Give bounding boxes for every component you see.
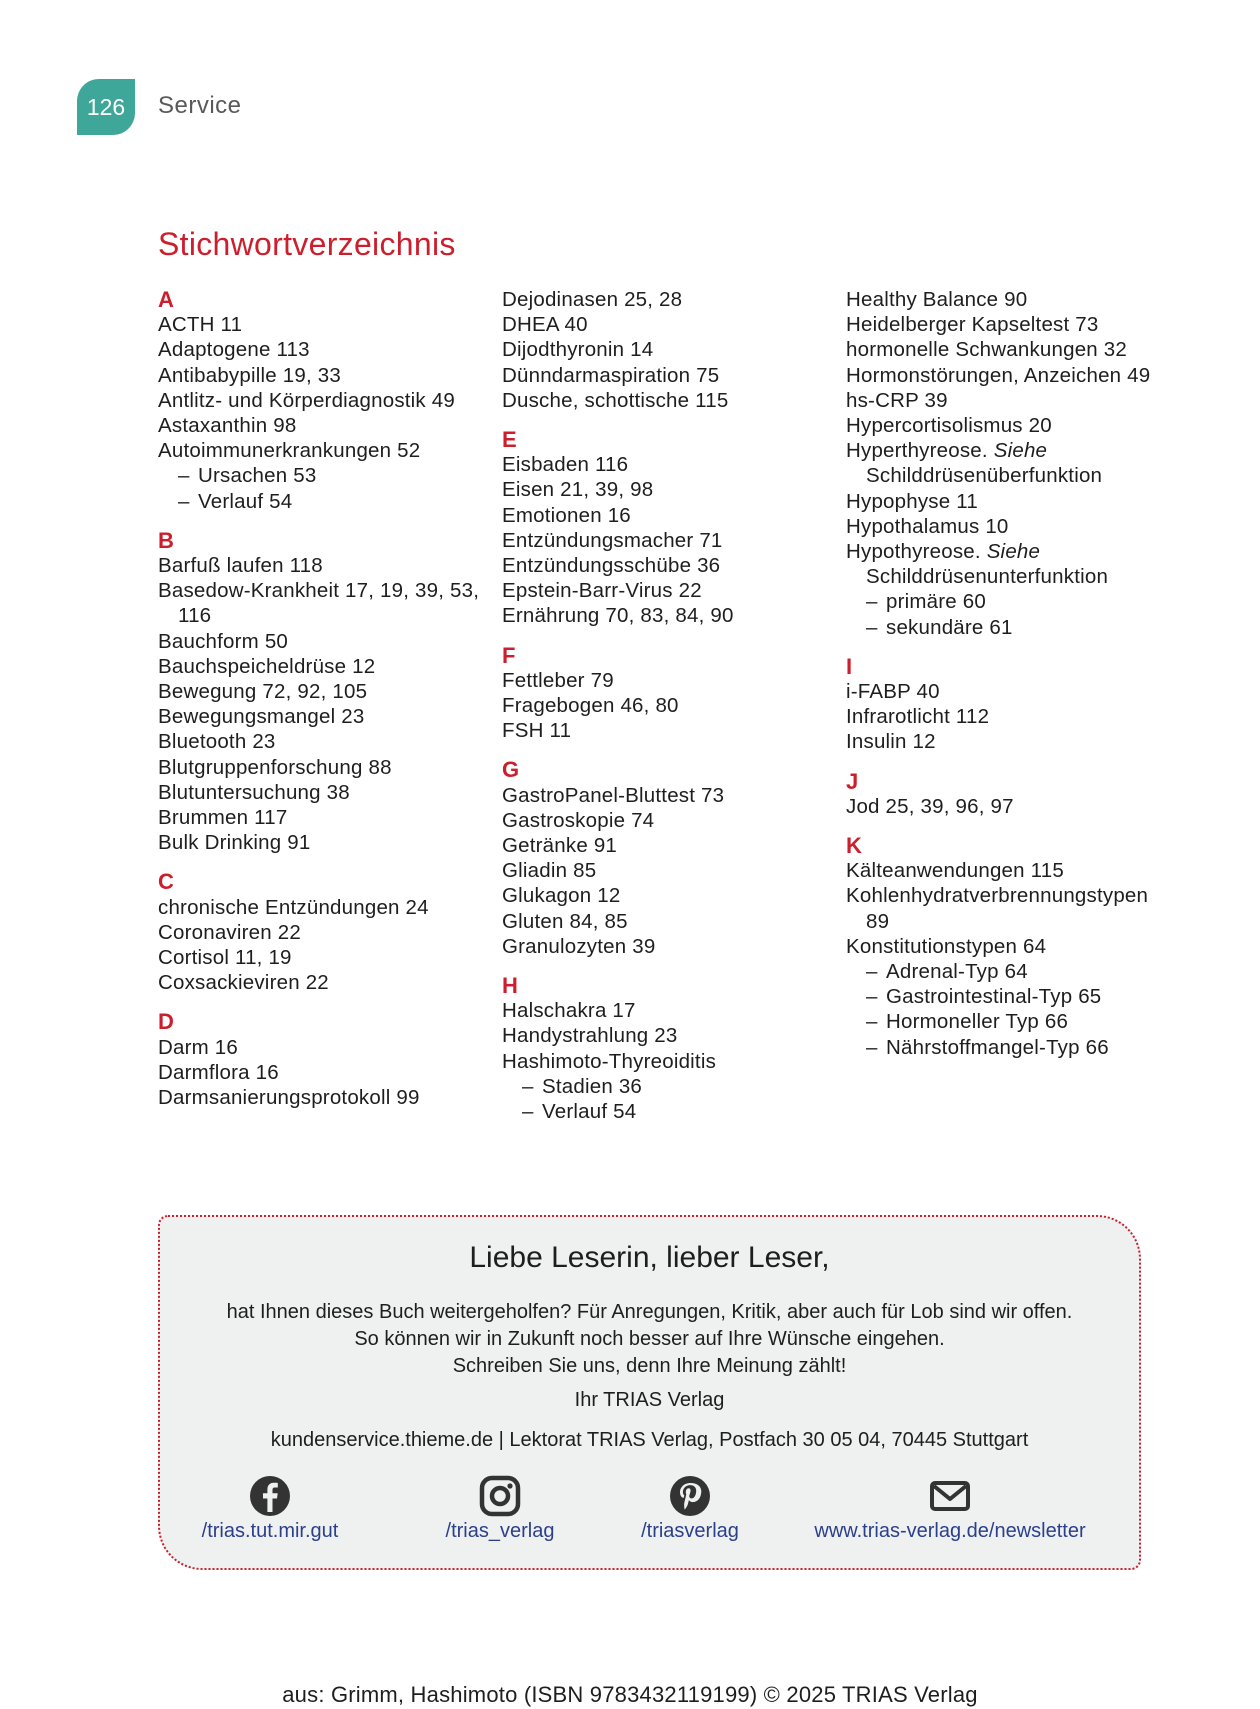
entry-text: Darm 16 bbox=[158, 1035, 239, 1059]
index-entry bbox=[158, 312, 483, 337]
feedback-line: hat Ihnen dieses Buch weitergeholfen? Für Anregungen, Kritik, aber auch für Lob sind wir offen. bbox=[226, 1301, 1073, 1323]
index-group bbox=[158, 287, 483, 514]
entry-text: Gliadin 85 bbox=[502, 859, 597, 883]
index-group bbox=[502, 287, 827, 413]
dash-marker: – bbox=[522, 1074, 534, 1098]
index-entry bbox=[502, 603, 827, 628]
entry-text: Bauchform 50 bbox=[158, 629, 289, 653]
index-entry bbox=[846, 704, 1176, 729]
entry-text: Nährstoffmangel-Typ 66 bbox=[886, 1035, 1109, 1059]
index-letter: B bbox=[158, 527, 175, 553]
entry-text: Getränke 91 bbox=[502, 834, 618, 858]
index-letter: E bbox=[502, 427, 517, 453]
entry-text: Eisbaden 116 bbox=[502, 453, 629, 477]
index-subentry bbox=[846, 959, 1176, 984]
entry-text: Antibabypille 19, 33 bbox=[158, 363, 341, 387]
index-group bbox=[846, 833, 1176, 1060]
index-column-1 bbox=[158, 287, 483, 1124]
index-entry bbox=[846, 794, 1176, 819]
index-entry bbox=[158, 438, 483, 463]
entry-text: Blutgruppenforschung 88 bbox=[158, 755, 392, 779]
index-letter: H bbox=[502, 973, 519, 999]
entry-text: Coxsackieviren 22 bbox=[158, 971, 329, 995]
entry-text: Cortisol 11, 19 bbox=[158, 946, 292, 970]
index-subentry bbox=[158, 489, 483, 514]
index-subentry bbox=[846, 1035, 1176, 1060]
newsletter-link[interactable] bbox=[800, 1474, 1100, 1543]
entry-text: Autoimmunerkrankungen 52 bbox=[158, 439, 421, 463]
index-entry bbox=[502, 503, 827, 528]
index-entry bbox=[158, 704, 483, 729]
entry-text: Hashimoto-Thyreoiditis bbox=[502, 1049, 717, 1073]
entry-text: Coronaviren 22 bbox=[158, 920, 301, 944]
index-group bbox=[502, 643, 827, 744]
index-letter: A bbox=[158, 287, 175, 312]
feedback-line: Schreiben Sie uns, denn Ihre Meinung zählt! bbox=[452, 1355, 847, 1377]
index-entry bbox=[502, 477, 827, 502]
index-entry bbox=[502, 1023, 827, 1048]
entry-text: i-FABP 40 bbox=[846, 680, 940, 704]
entry-text: Healthy Balance 90 bbox=[846, 288, 1028, 311]
index-entry bbox=[846, 514, 1176, 539]
index-entry bbox=[158, 337, 483, 362]
entry-text: Epstein-Barr-Virus 22 bbox=[502, 579, 702, 603]
index-group bbox=[846, 287, 1176, 640]
index-entry bbox=[846, 883, 1176, 933]
entry-text: Ursachen 53 bbox=[198, 464, 317, 488]
dash-marker: – bbox=[866, 1010, 878, 1034]
entry-text: Verlauf 54 bbox=[542, 1100, 637, 1124]
see-reference: Siehe bbox=[993, 439, 1048, 463]
index-entry bbox=[846, 337, 1176, 362]
entry-text: Bauchspeicheldrüse 12 bbox=[158, 654, 376, 678]
entry-text: Granulozyten 39 bbox=[502, 934, 656, 958]
entry-text: Antlitz- und Körperdiagnostik 49 bbox=[158, 388, 455, 412]
greeting: Liebe Leserin, lieber Leser, bbox=[469, 1241, 830, 1274]
index-entry bbox=[502, 833, 827, 858]
index-subentry bbox=[502, 1099, 827, 1124]
pinterest-handle[interactable]: /triasverlag bbox=[641, 1520, 739, 1542]
index-entry bbox=[846, 489, 1176, 514]
entry-text: Halschakra 17 bbox=[502, 999, 636, 1023]
index-entry bbox=[158, 830, 483, 855]
entry-text: Glukagon 12 bbox=[502, 884, 621, 908]
index-entry bbox=[158, 654, 483, 679]
index-entry bbox=[502, 858, 827, 883]
entry-text: ACTH 11 bbox=[158, 313, 243, 337]
index-entry bbox=[158, 629, 483, 654]
facebook-icon bbox=[248, 1474, 292, 1518]
entry-text: Basedow-Krankheit 17, 19, 39, 53, 116 bbox=[158, 579, 480, 628]
index-group bbox=[158, 869, 483, 995]
entry-text: Fragebogen 46, 80 bbox=[502, 694, 679, 718]
entry-text: Bewegung 72, 92, 105 bbox=[158, 680, 368, 704]
index-entry bbox=[846, 858, 1176, 883]
index-letter: J bbox=[846, 768, 859, 794]
index-entry bbox=[158, 388, 483, 413]
instagram-icon bbox=[478, 1474, 522, 1518]
dash-marker: – bbox=[866, 960, 878, 984]
entry-text: Gluten 84, 85 bbox=[502, 909, 628, 933]
entry-text: Hypothyreose. bbox=[846, 540, 981, 564]
entry-text: hs-CRP 39 bbox=[846, 388, 948, 412]
dash-marker: – bbox=[866, 985, 878, 1009]
index-entry bbox=[158, 755, 483, 780]
entry-text: Dusche, schottische 115 bbox=[502, 388, 729, 412]
entry-text: Gastrointestinal-Typ 65 bbox=[886, 985, 1102, 1009]
index-letter: K bbox=[846, 833, 863, 859]
entry-text: Hyperthyreose. bbox=[846, 439, 988, 463]
entry-text: Entzündungsschübe 36 bbox=[502, 554, 721, 578]
entry-text: primäre 60 bbox=[886, 590, 986, 614]
index-entry bbox=[158, 780, 483, 805]
index-entry bbox=[846, 287, 1176, 312]
mail-icon bbox=[928, 1474, 972, 1518]
index-subentry bbox=[846, 615, 1176, 640]
index-entry bbox=[158, 1035, 483, 1060]
entry-text: Jod 25, 39, 96, 97 bbox=[846, 794, 1014, 818]
source-credit: aus: Grimm, Hashimoto (ISBN 9783432119199) © 2025 TRIAS Verlag bbox=[282, 1682, 978, 1707]
index-letter: C bbox=[158, 869, 175, 895]
index-entry bbox=[158, 970, 483, 995]
index-entry bbox=[846, 312, 1176, 337]
index-entry bbox=[158, 679, 483, 704]
publisher-address: kundenservice.thieme.de | Lektorat TRIAS Verlag, Postfach 30 05 04, 70445 Stuttgart bbox=[270, 1429, 1029, 1451]
index-entry bbox=[846, 539, 1176, 589]
entry-text: DHEA 40 bbox=[502, 313, 588, 337]
entry-text: Bewegungsmangel 23 bbox=[158, 705, 365, 729]
index-entry bbox=[158, 1060, 483, 1085]
feedback-line: So können wir in Zukunft noch besser auf Ihre Wünsche eingehen. bbox=[354, 1328, 945, 1350]
dash-marker: – bbox=[866, 1035, 878, 1059]
entry-text: Hypothalamus 10 bbox=[846, 514, 1009, 538]
index-entry bbox=[502, 337, 827, 362]
dash-marker: – bbox=[522, 1100, 534, 1124]
entry-text: Verlauf 54 bbox=[198, 489, 293, 513]
dash-marker: – bbox=[866, 615, 878, 639]
index-entry bbox=[846, 438, 1176, 488]
entry-text: Emotionen 16 bbox=[502, 503, 631, 527]
entry-text: Adrenal-Typ 64 bbox=[886, 960, 1028, 984]
instagram-link[interactable] bbox=[430, 1474, 570, 1543]
entry-text: FSH 11 bbox=[502, 719, 572, 743]
index-column-2 bbox=[502, 287, 827, 1138]
dash-marker: – bbox=[866, 590, 878, 614]
see-target: Schilddrüsenunterfunktion bbox=[866, 565, 1109, 589]
entry-text: Entzündungsmacher 71 bbox=[502, 528, 723, 552]
entry-text: Gastroskopie 74 bbox=[502, 808, 655, 832]
index-entry bbox=[158, 805, 483, 830]
index-entry bbox=[158, 729, 483, 754]
page-number-badge: 126 bbox=[77, 79, 135, 135]
pinterest-link[interactable] bbox=[620, 1474, 760, 1543]
index-group bbox=[158, 1009, 483, 1110]
index-entry bbox=[846, 363, 1176, 388]
index-entry bbox=[846, 679, 1176, 704]
instagram-handle[interactable]: /trias_verlag bbox=[445, 1520, 555, 1542]
index-entry bbox=[502, 718, 827, 743]
index-entry bbox=[502, 998, 827, 1023]
index-entry bbox=[502, 528, 827, 553]
index-entry bbox=[158, 895, 483, 920]
index-entry bbox=[158, 945, 483, 970]
index-group bbox=[502, 757, 827, 959]
index-subentry bbox=[502, 1074, 827, 1099]
index-entry bbox=[502, 553, 827, 578]
entry-text: Brummen 117 bbox=[158, 806, 288, 830]
entry-text: Astaxanthin 98 bbox=[158, 414, 297, 438]
index-letter: F bbox=[502, 642, 516, 668]
entry-text: Infrarotlicht 112 bbox=[846, 705, 990, 729]
entry-text: Insulin 12 bbox=[846, 730, 936, 754]
index-subentry bbox=[846, 1009, 1176, 1034]
index-entry bbox=[502, 363, 827, 388]
index-subentry bbox=[846, 589, 1176, 614]
entry-text: Stadien 36 bbox=[542, 1074, 643, 1098]
index-letter: G bbox=[502, 757, 520, 783]
index-letter: I bbox=[846, 653, 853, 679]
entry-text: Kälteanwendungen 115 bbox=[846, 859, 1064, 883]
dash-marker: – bbox=[178, 464, 190, 488]
entry-text: Dijodthyronin 14 bbox=[502, 338, 654, 362]
facebook-link[interactable] bbox=[200, 1474, 340, 1543]
see-target: Schilddrüsenüberfunktion bbox=[866, 464, 1103, 488]
entry-text: Darmsanierungsprotokoll 99 bbox=[158, 1086, 420, 1110]
index-entry bbox=[502, 808, 827, 833]
index-entry bbox=[846, 934, 1176, 959]
feedback-text bbox=[160, 1299, 1139, 1380]
index-group bbox=[846, 654, 1176, 755]
index-entry bbox=[158, 553, 483, 578]
entry-text: chronische Entzündungen 24 bbox=[158, 895, 429, 919]
entry-text: sekundäre 61 bbox=[886, 615, 1013, 639]
index-entry bbox=[158, 413, 483, 438]
index-group bbox=[158, 528, 483, 856]
dash-marker: – bbox=[178, 489, 190, 513]
entry-text: Darmflora 16 bbox=[158, 1060, 279, 1084]
index-entry bbox=[502, 693, 827, 718]
entry-text: Dejodinasen 25, 28 bbox=[502, 288, 683, 311]
reader-feedback-box bbox=[158, 1215, 1141, 1570]
index-entry bbox=[846, 729, 1176, 754]
index-entry bbox=[158, 920, 483, 945]
pinterest-icon bbox=[668, 1474, 712, 1518]
entry-text: Adaptogene 113 bbox=[158, 338, 310, 362]
index-group bbox=[846, 769, 1176, 819]
see-reference: Siehe bbox=[986, 540, 1041, 564]
entry-text: Dünndarmaspiration 75 bbox=[502, 363, 720, 387]
index-title: Stichwortverzeichnis bbox=[158, 226, 456, 262]
index-subentry bbox=[846, 984, 1176, 1009]
entry-text: Konstitutionstypen 64 bbox=[846, 934, 1047, 958]
index-entry bbox=[846, 413, 1176, 438]
index-entry bbox=[502, 783, 827, 808]
index-entry bbox=[502, 312, 827, 337]
index-entry bbox=[502, 883, 827, 908]
index-entry bbox=[502, 388, 827, 413]
entry-text: GastroPanel-Bluttest 73 bbox=[502, 783, 725, 807]
entry-text: Handystrahlung 23 bbox=[502, 1024, 678, 1048]
index-entry bbox=[502, 1049, 827, 1074]
index-entry bbox=[502, 909, 827, 934]
facebook-handle[interactable]: /trias.tut.mir.gut bbox=[201, 1520, 339, 1542]
index-entry bbox=[158, 363, 483, 388]
index-subentry bbox=[158, 463, 483, 488]
entry-text: Bluetooth 23 bbox=[158, 730, 276, 754]
entry-text: Fettleber 79 bbox=[502, 668, 614, 692]
entry-text: Hypercortisolismus 20 bbox=[846, 414, 1052, 438]
entry-text: Kohlenhydratverbrennungstypen 89 bbox=[846, 884, 1149, 933]
index-column-3 bbox=[846, 287, 1176, 1074]
newsletter-url[interactable]: www.trias-verlag.de/newsletter bbox=[814, 1520, 1086, 1542]
index-entry bbox=[846, 388, 1176, 413]
index-entry bbox=[502, 668, 827, 693]
publisher-signature: Ihr TRIAS Verlag bbox=[574, 1389, 725, 1411]
entry-text: Bulk Drinking 91 bbox=[158, 831, 311, 855]
index-entry bbox=[158, 1085, 483, 1110]
entry-text: Hormoneller Typ 66 bbox=[886, 1010, 1069, 1034]
index-letter: D bbox=[158, 1009, 175, 1035]
index-entry bbox=[502, 578, 827, 603]
entry-text: Hypophyse 11 bbox=[846, 489, 978, 513]
index-entry bbox=[502, 934, 827, 959]
entry-text: hormonelle Schwankungen 32 bbox=[846, 338, 1127, 362]
entry-text: Ernährung 70, 83, 84, 90 bbox=[502, 604, 734, 628]
entry-text: Heidelberger Kapseltest 73 bbox=[846, 313, 1099, 337]
entry-text: Hormonstörungen, Anzeichen 49 bbox=[846, 363, 1151, 387]
index-entry bbox=[158, 578, 483, 628]
entry-text: Eisen 21, 39, 98 bbox=[502, 478, 654, 502]
index-group bbox=[502, 427, 827, 629]
index-group bbox=[502, 973, 827, 1124]
section-label: Service bbox=[158, 92, 242, 119]
entry-text: Blutuntersuchung 38 bbox=[158, 780, 350, 804]
entry-text: Barfuß laufen 118 bbox=[158, 554, 323, 578]
index-entry bbox=[502, 452, 827, 477]
index-entry bbox=[502, 287, 827, 312]
